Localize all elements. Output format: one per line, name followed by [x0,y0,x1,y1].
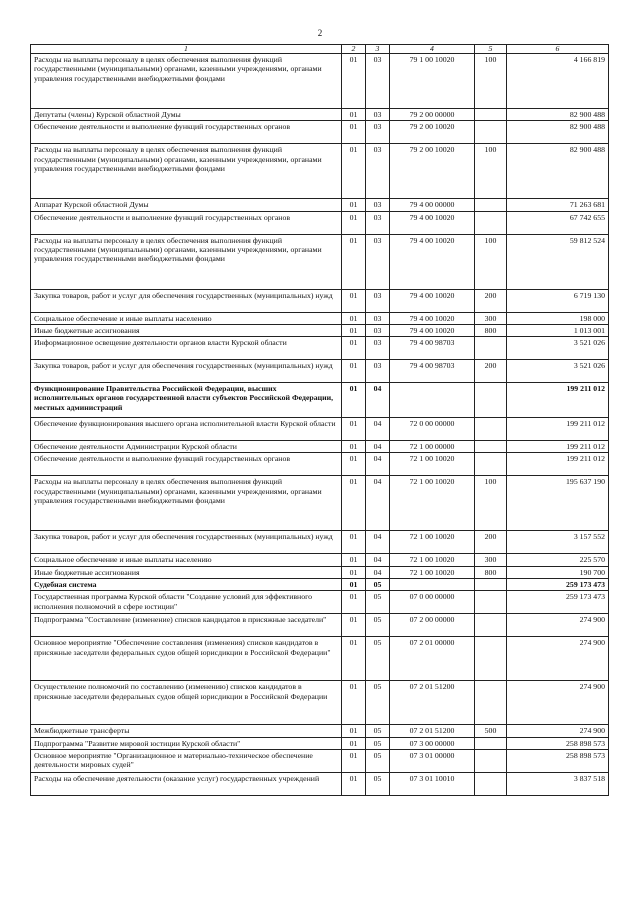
expense-type-cell [475,579,507,591]
section-code-cell: 01 [342,109,366,121]
page-number: 2 [317,28,323,38]
item-name-cell: Социальное обеспечение и иные выплаты населению [31,312,342,324]
section-code-cell: 01 [342,383,366,418]
amount-cell: 3 837 518 [507,772,609,795]
target-article-cell: 79 4 00 10020 [390,312,475,324]
item-name-cell: Расходы на выплаты персоналу в целях обеспечения выполнения функций государственными (муниципальными) органами, казенными учреждениями, органами управления государственными внебюджетными фондами [31,234,342,289]
subsection-code-cell: 04 [366,476,390,531]
item-name-cell: Закупка товаров, работ и услуг для обеспечения государственных (муниципальных) нужд [31,360,342,383]
subsection-code-cell: 04 [366,566,390,578]
subsection-code-cell: 03 [366,211,390,234]
section-code-cell: 01 [342,234,366,289]
item-name-cell: Осуществление полномочий по составлению (изменению) списков кандидатов в присяжные заседатели федеральных судов общей юрисдикции в Российской Федерации [31,681,342,725]
target-article-cell: 79 2 00 10020 [390,121,475,144]
section-code-cell: 01 [342,749,366,772]
table-row [31,234,609,289]
table-row [31,211,609,234]
expense-type-cell [475,637,507,681]
amount-cell: 4 166 819 [507,54,609,109]
expense-type-cell [475,737,507,749]
amount-cell: 6 719 130 [507,289,609,312]
expense-type-cell: 300 [475,312,507,324]
expense-type-cell: 200 [475,289,507,312]
section-code-cell: 01 [342,725,366,737]
subsection-code-cell: 03 [366,324,390,336]
expense-type-cell: 100 [475,54,507,109]
subsection-code-cell: 05 [366,749,390,772]
expense-type-cell: 200 [475,531,507,554]
table-row [31,441,609,453]
expense-type-cell [475,121,507,144]
amount-cell: 258 898 573 [507,749,609,772]
target-article-cell: 07 0 00 00000 [390,591,475,614]
expense-type-cell [475,681,507,725]
expense-type-cell [475,614,507,637]
item-name-cell: Обеспечение функционирования высшего органа исполнительной власти Курской области [31,418,342,441]
item-name-cell: Иные бюджетные ассигнования [31,566,342,578]
expense-type-cell [475,772,507,795]
amount-cell: 195 637 190 [507,476,609,531]
amount-cell: 71 263 681 [507,199,609,211]
section-code-cell: 01 [342,737,366,749]
target-article-cell: 79 4 00 10020 [390,211,475,234]
subsection-code-cell: 04 [366,453,390,476]
amount-cell: 190 700 [507,566,609,578]
table-row [31,54,609,109]
subsection-code-cell: 04 [366,383,390,418]
section-code-cell: 01 [342,121,366,144]
table-row [31,591,609,614]
expense-type-cell [475,109,507,121]
item-name-cell: Функционирование Правительства Российской Федерации, высших исполнительных органов государственной власти субъектов Российской Федерации, местных администраций [31,383,342,418]
table-row [31,614,609,637]
table-row [31,144,609,199]
expense-type-cell [475,453,507,476]
section-code-cell: 01 [342,441,366,453]
subsection-code-cell: 05 [366,737,390,749]
amount-cell: 199 211 012 [507,383,609,418]
subsection-code-cell: 05 [366,637,390,681]
expense-type-cell: 100 [475,476,507,531]
target-article-cell: 79 4 00 98703 [390,337,475,360]
item-name-cell: Закупка товаров, работ и услуг для обеспечения государственных (муниципальных) нужд [31,289,342,312]
table-row [31,312,609,324]
item-name-cell: Расходы на выплаты персоналу в целях обеспечения выполнения функций государственными (муниципальными) органами, казенными учреждениями, органами управления государственными внебюджетными фондами [31,144,342,199]
section-code-cell: 01 [342,289,366,312]
target-article-cell: 72 1 00 10020 [390,453,475,476]
table-row [31,324,609,336]
column-header: 1 [31,45,342,54]
amount-cell: 82 900 488 [507,109,609,121]
expense-type-cell: 100 [475,144,507,199]
expense-type-cell: 100 [475,234,507,289]
table-row [31,199,609,211]
target-article-cell: 07 3 01 10010 [390,772,475,795]
table-row [31,476,609,531]
target-article-cell: 72 0 00 00000 [390,418,475,441]
section-code-cell: 01 [342,418,366,441]
subsection-code-cell: 03 [366,234,390,289]
table-row [31,749,609,772]
table-row [31,418,609,441]
table-row [31,772,609,795]
expense-type-cell [475,749,507,772]
section-code-cell: 01 [342,637,366,681]
subsection-code-cell: 04 [366,531,390,554]
amount-cell: 274 900 [507,681,609,725]
table-row [31,725,609,737]
section-code-cell: 01 [342,199,366,211]
subsection-code-cell: 05 [366,772,390,795]
item-name-cell: Основное мероприятие "Организационное и материально-техническое обеспечение деятельности мировых судей" [31,749,342,772]
amount-cell: 82 900 488 [507,144,609,199]
amount-cell: 59 812 524 [507,234,609,289]
section-code-cell: 01 [342,772,366,795]
target-article-cell: 72 1 00 10020 [390,554,475,566]
expense-type-cell: 300 [475,554,507,566]
amount-cell: 3 157 552 [507,531,609,554]
section-code-cell: 01 [342,144,366,199]
target-article-cell: 07 2 01 51200 [390,681,475,725]
target-article-cell: 07 3 00 00000 [390,737,475,749]
subsection-code-cell: 05 [366,591,390,614]
target-article-cell: 79 4 00 00000 [390,199,475,211]
item-name-cell: Подпрограмма "Составление (изменение) списков кандидатов в присяжные заседатели" [31,614,342,637]
target-article-cell: 07 2 01 00000 [390,637,475,681]
section-code-cell: 01 [342,54,366,109]
item-name-cell: Обеспечение деятельности Администрации Курской области [31,441,342,453]
table-row [31,289,609,312]
expense-type-cell: 500 [475,725,507,737]
target-article-cell: 79 4 00 10020 [390,234,475,289]
item-name-cell: Расходы на выплаты персоналу в целях обеспечения выполнения функций государственными (муниципальными) органами, казенными учреждениями, органами управления государственными внебюджетными фондами [31,54,342,109]
table-row [31,579,609,591]
target-article-cell: 79 1 00 10020 [390,54,475,109]
item-name-cell: Закупка товаров, работ и услуг для обеспечения государственных (муниципальных) нужд [31,531,342,554]
table-row [31,121,609,144]
table-row [31,554,609,566]
table-row [31,737,609,749]
table-row [31,360,609,383]
amount-cell: 225 570 [507,554,609,566]
expense-type-cell: 800 [475,324,507,336]
amount-cell: 1 013 001 [507,324,609,336]
amount-cell: 67 742 655 [507,211,609,234]
subsection-code-cell: 05 [366,725,390,737]
subsection-code-cell: 04 [366,441,390,453]
target-article-cell: 79 2 00 10020 [390,144,475,199]
subsection-code-cell: 03 [366,360,390,383]
subsection-code-cell: 03 [366,109,390,121]
amount-cell: 199 211 012 [507,418,609,441]
expense-type-cell [475,418,507,441]
section-code-cell: 01 [342,531,366,554]
section-code-cell: 01 [342,566,366,578]
expense-type-cell [475,199,507,211]
amount-cell: 199 211 012 [507,453,609,476]
target-article-cell: 79 4 00 10020 [390,289,475,312]
expense-type-cell [475,211,507,234]
section-code-cell: 01 [342,591,366,614]
target-article-cell: 72 1 00 10020 [390,476,475,531]
table-row [31,637,609,681]
amount-cell: 3 521 026 [507,337,609,360]
item-name-cell: Судебная система [31,579,342,591]
target-article-cell: 72 1 00 10020 [390,566,475,578]
item-name-cell: Подпрограмма "Развитие мировой юстиции Курской области" [31,737,342,749]
table-row [31,531,609,554]
amount-cell: 259 173 473 [507,579,609,591]
section-code-cell: 01 [342,681,366,725]
item-name-cell: Основное мероприятие "Обеспечение составления (изменения) списков кандидатов в присяжные заседатели федеральных судов общей юрисдикции в Российской Федерации" [31,637,342,681]
amount-cell: 3 521 026 [507,360,609,383]
item-name-cell: Расходы на обеспечение деятельности (оказание услуг) государственных учреждений [31,772,342,795]
section-code-cell: 01 [342,554,366,566]
item-name-cell: Обеспечение деятельности и выполнение функций государственных органов [31,211,342,234]
section-code-cell: 01 [342,476,366,531]
subsection-code-cell: 03 [366,199,390,211]
table-row [31,383,609,418]
column-header: 3 [366,45,390,54]
target-article-cell: 07 2 00 00000 [390,614,475,637]
amount-cell: 258 898 573 [507,737,609,749]
amount-cell: 274 900 [507,725,609,737]
target-article-cell: 72 1 00 10020 [390,531,475,554]
amount-cell: 274 900 [507,637,609,681]
item-name-cell: Аппарат Курской областной Думы [31,199,342,211]
table-row [31,109,609,121]
expense-type-cell: 800 [475,566,507,578]
target-article-cell: 07 3 01 00000 [390,749,475,772]
item-name-cell: Обеспечение деятельности и выполнение функций государственных органов [31,453,342,476]
column-header: 2 [342,45,366,54]
expense-type-cell: 200 [475,360,507,383]
section-code-cell: 01 [342,614,366,637]
section-code-cell: 01 [342,211,366,234]
target-article-cell [390,579,475,591]
target-article-cell [390,383,475,418]
subsection-code-cell: 03 [366,144,390,199]
table-row [31,681,609,725]
budget-table [30,44,609,796]
item-name-cell: Государственная программа Курской области "Создание условий для эффективного исполнения полномочий в сфере юстиции" [31,591,342,614]
amount-cell: 274 900 [507,614,609,637]
item-name-cell: Социальное обеспечение и иные выплаты населению [31,554,342,566]
subsection-code-cell: 04 [366,418,390,441]
item-name-cell: Иные бюджетные ассигнования [31,324,342,336]
column-header: 5 [475,45,507,54]
table-row [31,566,609,578]
subsection-code-cell: 04 [366,554,390,566]
target-article-cell: 72 1 00 00000 [390,441,475,453]
subsection-code-cell: 05 [366,579,390,591]
expense-type-cell [475,591,507,614]
section-code-cell: 01 [342,453,366,476]
section-code-cell: 01 [342,360,366,383]
amount-cell: 199 211 012 [507,441,609,453]
item-name-cell: Депутаты (члены) Курской областной Думы [31,109,342,121]
item-name-cell: Межбюджетные трансферты [31,725,342,737]
subsection-code-cell: 03 [366,337,390,360]
subsection-code-cell: 03 [366,54,390,109]
column-header: 4 [390,45,475,54]
expense-type-cell [475,383,507,418]
section-code-cell: 01 [342,579,366,591]
target-article-cell: 07 2 01 51200 [390,725,475,737]
target-article-cell: 79 4 00 10020 [390,324,475,336]
target-article-cell: 79 4 00 98703 [390,360,475,383]
expense-type-cell [475,337,507,360]
amount-cell: 259 173 473 [507,591,609,614]
item-name-cell: Обеспечение деятельности и выполнение функций государственных органов [31,121,342,144]
amount-cell: 82 900 488 [507,121,609,144]
amount-cell: 198 000 [507,312,609,324]
table-row [31,337,609,360]
column-number-row [31,45,609,54]
expense-type-cell [475,441,507,453]
subsection-code-cell: 03 [366,121,390,144]
item-name-cell: Информационное освещение деятельности органов власти Курской области [31,337,342,360]
table-row [31,453,609,476]
subsection-code-cell: 05 [366,681,390,725]
section-code-cell: 01 [342,337,366,360]
subsection-code-cell: 03 [366,312,390,324]
target-article-cell: 79 2 00 00000 [390,109,475,121]
section-code-cell: 01 [342,324,366,336]
subsection-code-cell: 05 [366,614,390,637]
item-name-cell: Расходы на выплаты персоналу в целях обеспечения выполнения функций государственными (муниципальными) органами, казенными учреждениями, органами управления государственными внебюджетными фондами [31,476,342,531]
column-header: 6 [507,45,609,54]
section-code-cell: 01 [342,312,366,324]
subsection-code-cell: 03 [366,289,390,312]
